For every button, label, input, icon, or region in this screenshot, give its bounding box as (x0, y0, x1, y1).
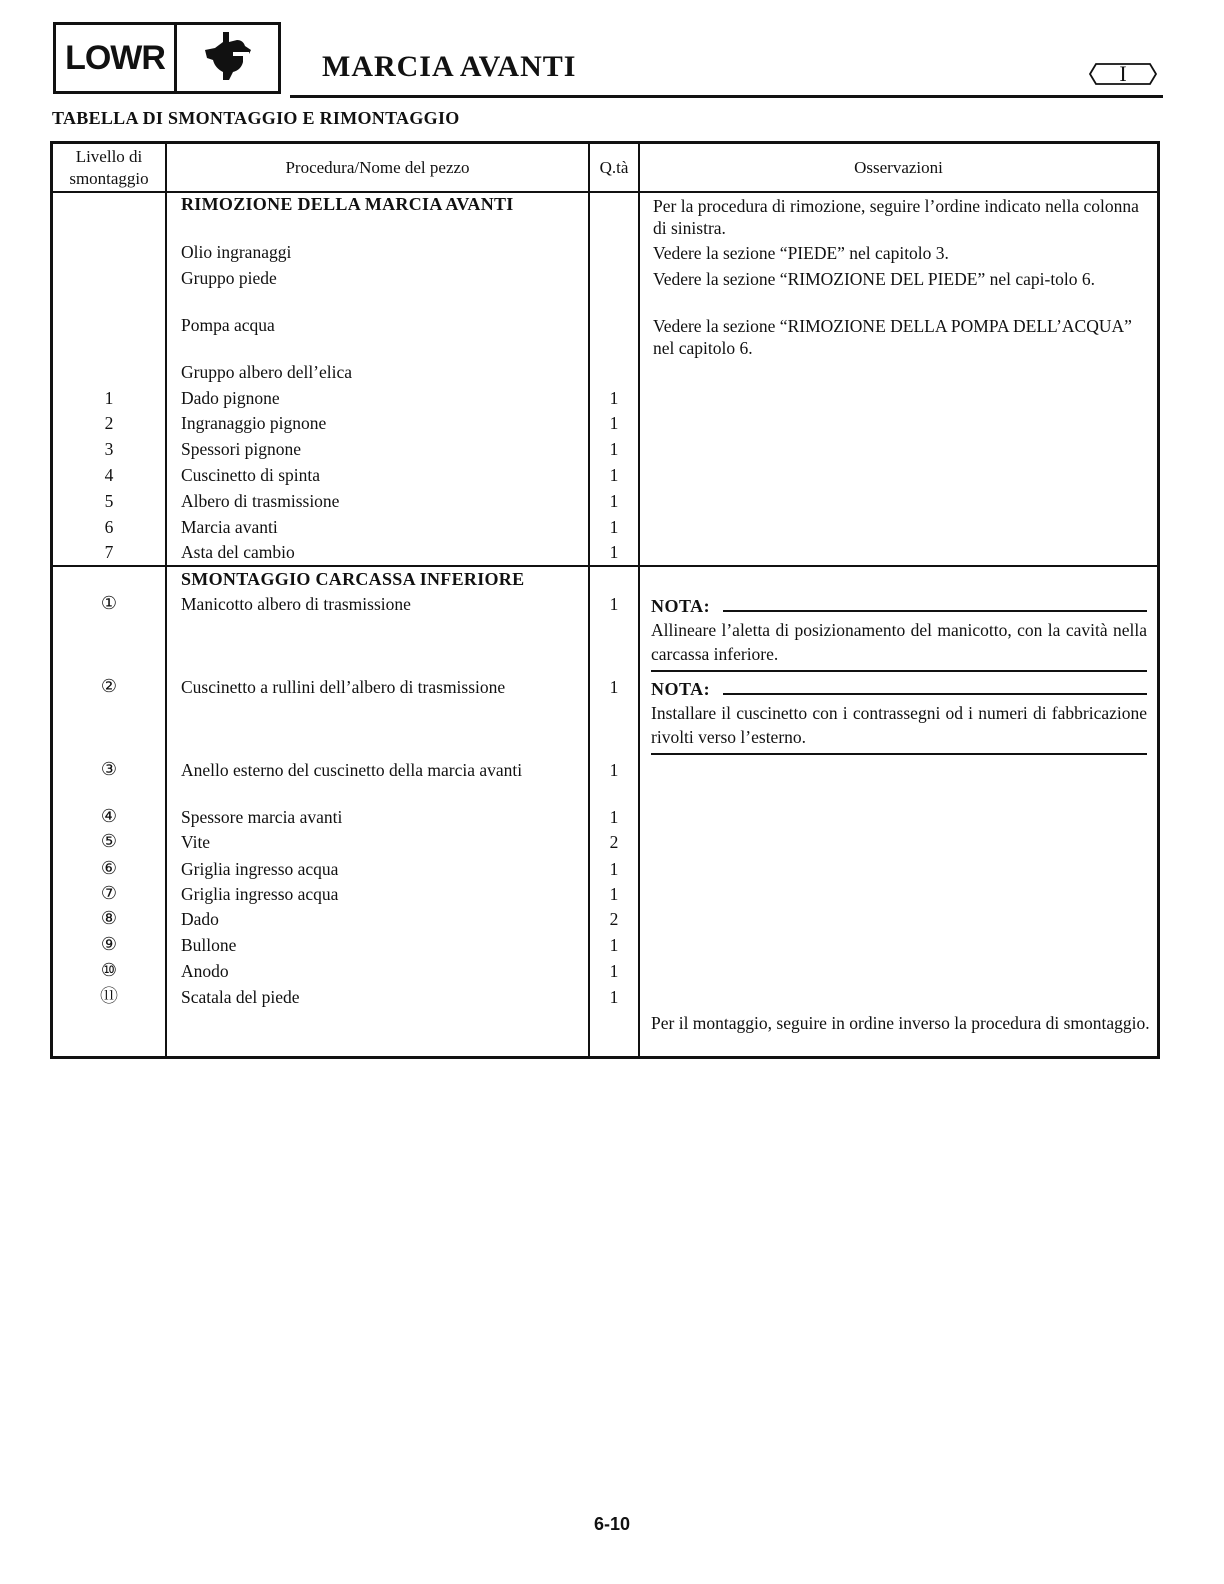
item-level: ⑤ (100, 831, 118, 852)
item-qty: 1 (609, 465, 619, 485)
item-level: ③ (100, 759, 118, 780)
item-level: 6 (104, 517, 114, 537)
prereq-item: Gruppo albero dell’elica (181, 362, 353, 382)
note-label: NOTA: (651, 596, 711, 616)
item-qty: 1 (609, 859, 619, 879)
item-name: Bullone (181, 935, 237, 955)
prereq-note: Vedere la sezione “RIMOZIONE DEL PIEDE” nel capi-tolo 6. (653, 269, 1096, 289)
table-title: TABELLA DI SMONTAGGIO E RIMONTAGGIO (52, 108, 460, 128)
item-name: Asta del cambio (181, 542, 295, 562)
note-rule (651, 670, 1147, 672)
item-level: ⑥ (100, 858, 118, 879)
item-level: ② (100, 676, 118, 697)
item-name: Manicotto albero di trasmissione (181, 594, 411, 614)
item-qty: 1 (609, 884, 619, 904)
item-level: ① (100, 593, 118, 614)
item-level: 7 (104, 542, 114, 562)
item-level: 2 (104, 413, 114, 433)
item-name: Dado pignone (181, 388, 280, 408)
note-rule (723, 693, 1147, 695)
note-rule (651, 753, 1147, 755)
note-text: Installare il cuscinetto con i contrassegni od i numeri di fabbricazione rivolti verso l’esterno. (651, 703, 1147, 747)
item-qty: 1 (609, 760, 619, 780)
prereq-note: Vedere la sezione “RIMOZIONE DELLA POMPA DELL’ACQUA” nel capitolo 6. (653, 316, 1132, 358)
prereq-item: Olio ingranaggi (181, 242, 292, 262)
item-qty: 1 (609, 807, 619, 827)
page-title: MARCIA AVANTI (322, 50, 577, 83)
item-level: 1 (104, 388, 114, 408)
section-badge (53, 22, 281, 94)
section-code: LOWR (56, 25, 177, 91)
language-mark: I (1119, 61, 1127, 86)
item-name: Spessore marcia avanti (181, 807, 343, 827)
item-name: Griglia ingresso acqua (181, 884, 339, 904)
item-name: Vite (181, 832, 211, 852)
item-level: ⑩ (100, 960, 118, 981)
item-qty: 2 (609, 909, 619, 929)
prereq-note: Vedere la sezione “PIEDE” nel capitolo 3. (653, 243, 949, 263)
item-level: 3 (104, 439, 114, 459)
item-qty: 1 (609, 594, 619, 614)
item-name: Scatala del piede (181, 987, 300, 1007)
item-qty: 1 (609, 542, 619, 562)
item-name: Anello esterno del cuscinetto della marcia avanti (181, 760, 523, 780)
item-level: 5 (104, 491, 114, 511)
disassembly-table (50, 141, 1160, 1059)
item-qty: 1 (609, 987, 619, 1007)
item-qty: 1 (609, 677, 619, 697)
column-header-qty: Q.tà (599, 158, 629, 177)
item-qty: 1 (609, 413, 619, 433)
page-number: 6-10 (593, 1514, 631, 1534)
item-name: Albero di trasmissione (181, 491, 340, 511)
item-name: Spessori pignone (181, 439, 302, 459)
note-rule (723, 610, 1147, 612)
item-qty: 1 (609, 491, 619, 511)
column-header-notes: Osservazioni (854, 158, 943, 177)
group-title-disassembly: SMONTAGGIO CARCASSA INFERIORE (181, 569, 525, 589)
hand-wrench-icon (177, 25, 278, 91)
item-level: ⑪ (100, 986, 118, 1007)
item-level: ⑧ (100, 908, 118, 929)
item-name: Dado (181, 909, 219, 929)
header-rule (290, 95, 1163, 98)
item-name: Cuscinetto a rullini dell’albero di trasmissione (181, 677, 506, 697)
item-qty: 1 (609, 388, 619, 408)
removal-intro-note: Per la procedura di rimozione, seguire l’ordine indicato nella colonna di sinistra. (653, 196, 1139, 238)
item-qty: 1 (609, 961, 619, 981)
item-qty: 1 (609, 935, 619, 955)
item-name: Anodo (181, 961, 229, 981)
item-level: 4 (104, 465, 114, 485)
note-text: Allineare l’aletta di posizionamento del manicotto, con la cavità nella carcassa inferiore. (651, 620, 1147, 664)
item-qty: 2 (609, 832, 619, 852)
item-qty: 1 (609, 517, 619, 537)
group-title-removal: RIMOZIONE DELLA MARCIA AVANTI (181, 194, 514, 214)
prereq-item: Gruppo piede (181, 268, 277, 288)
item-level: ⑨ (100, 934, 118, 955)
item-name: Cuscinetto di spinta (181, 465, 321, 485)
closing-note: Per il montaggio, seguire in ordine inverso la procedura di smontaggio. (651, 1013, 1150, 1033)
item-qty: 1 (609, 439, 619, 459)
prereq-item: Pompa acqua (181, 315, 275, 335)
column-header-procedure: Procedura/Nome del pezzo (285, 158, 470, 177)
item-name: Ingranaggio pignone (181, 413, 327, 433)
item-level: ⑦ (100, 883, 118, 904)
item-name: Griglia ingresso acqua (181, 859, 339, 879)
column-header-level: Livello di smontaggio (69, 147, 149, 188)
note-label: NOTA: (651, 679, 711, 699)
item-name: Marcia avanti (181, 517, 278, 537)
item-level: ④ (100, 806, 118, 827)
